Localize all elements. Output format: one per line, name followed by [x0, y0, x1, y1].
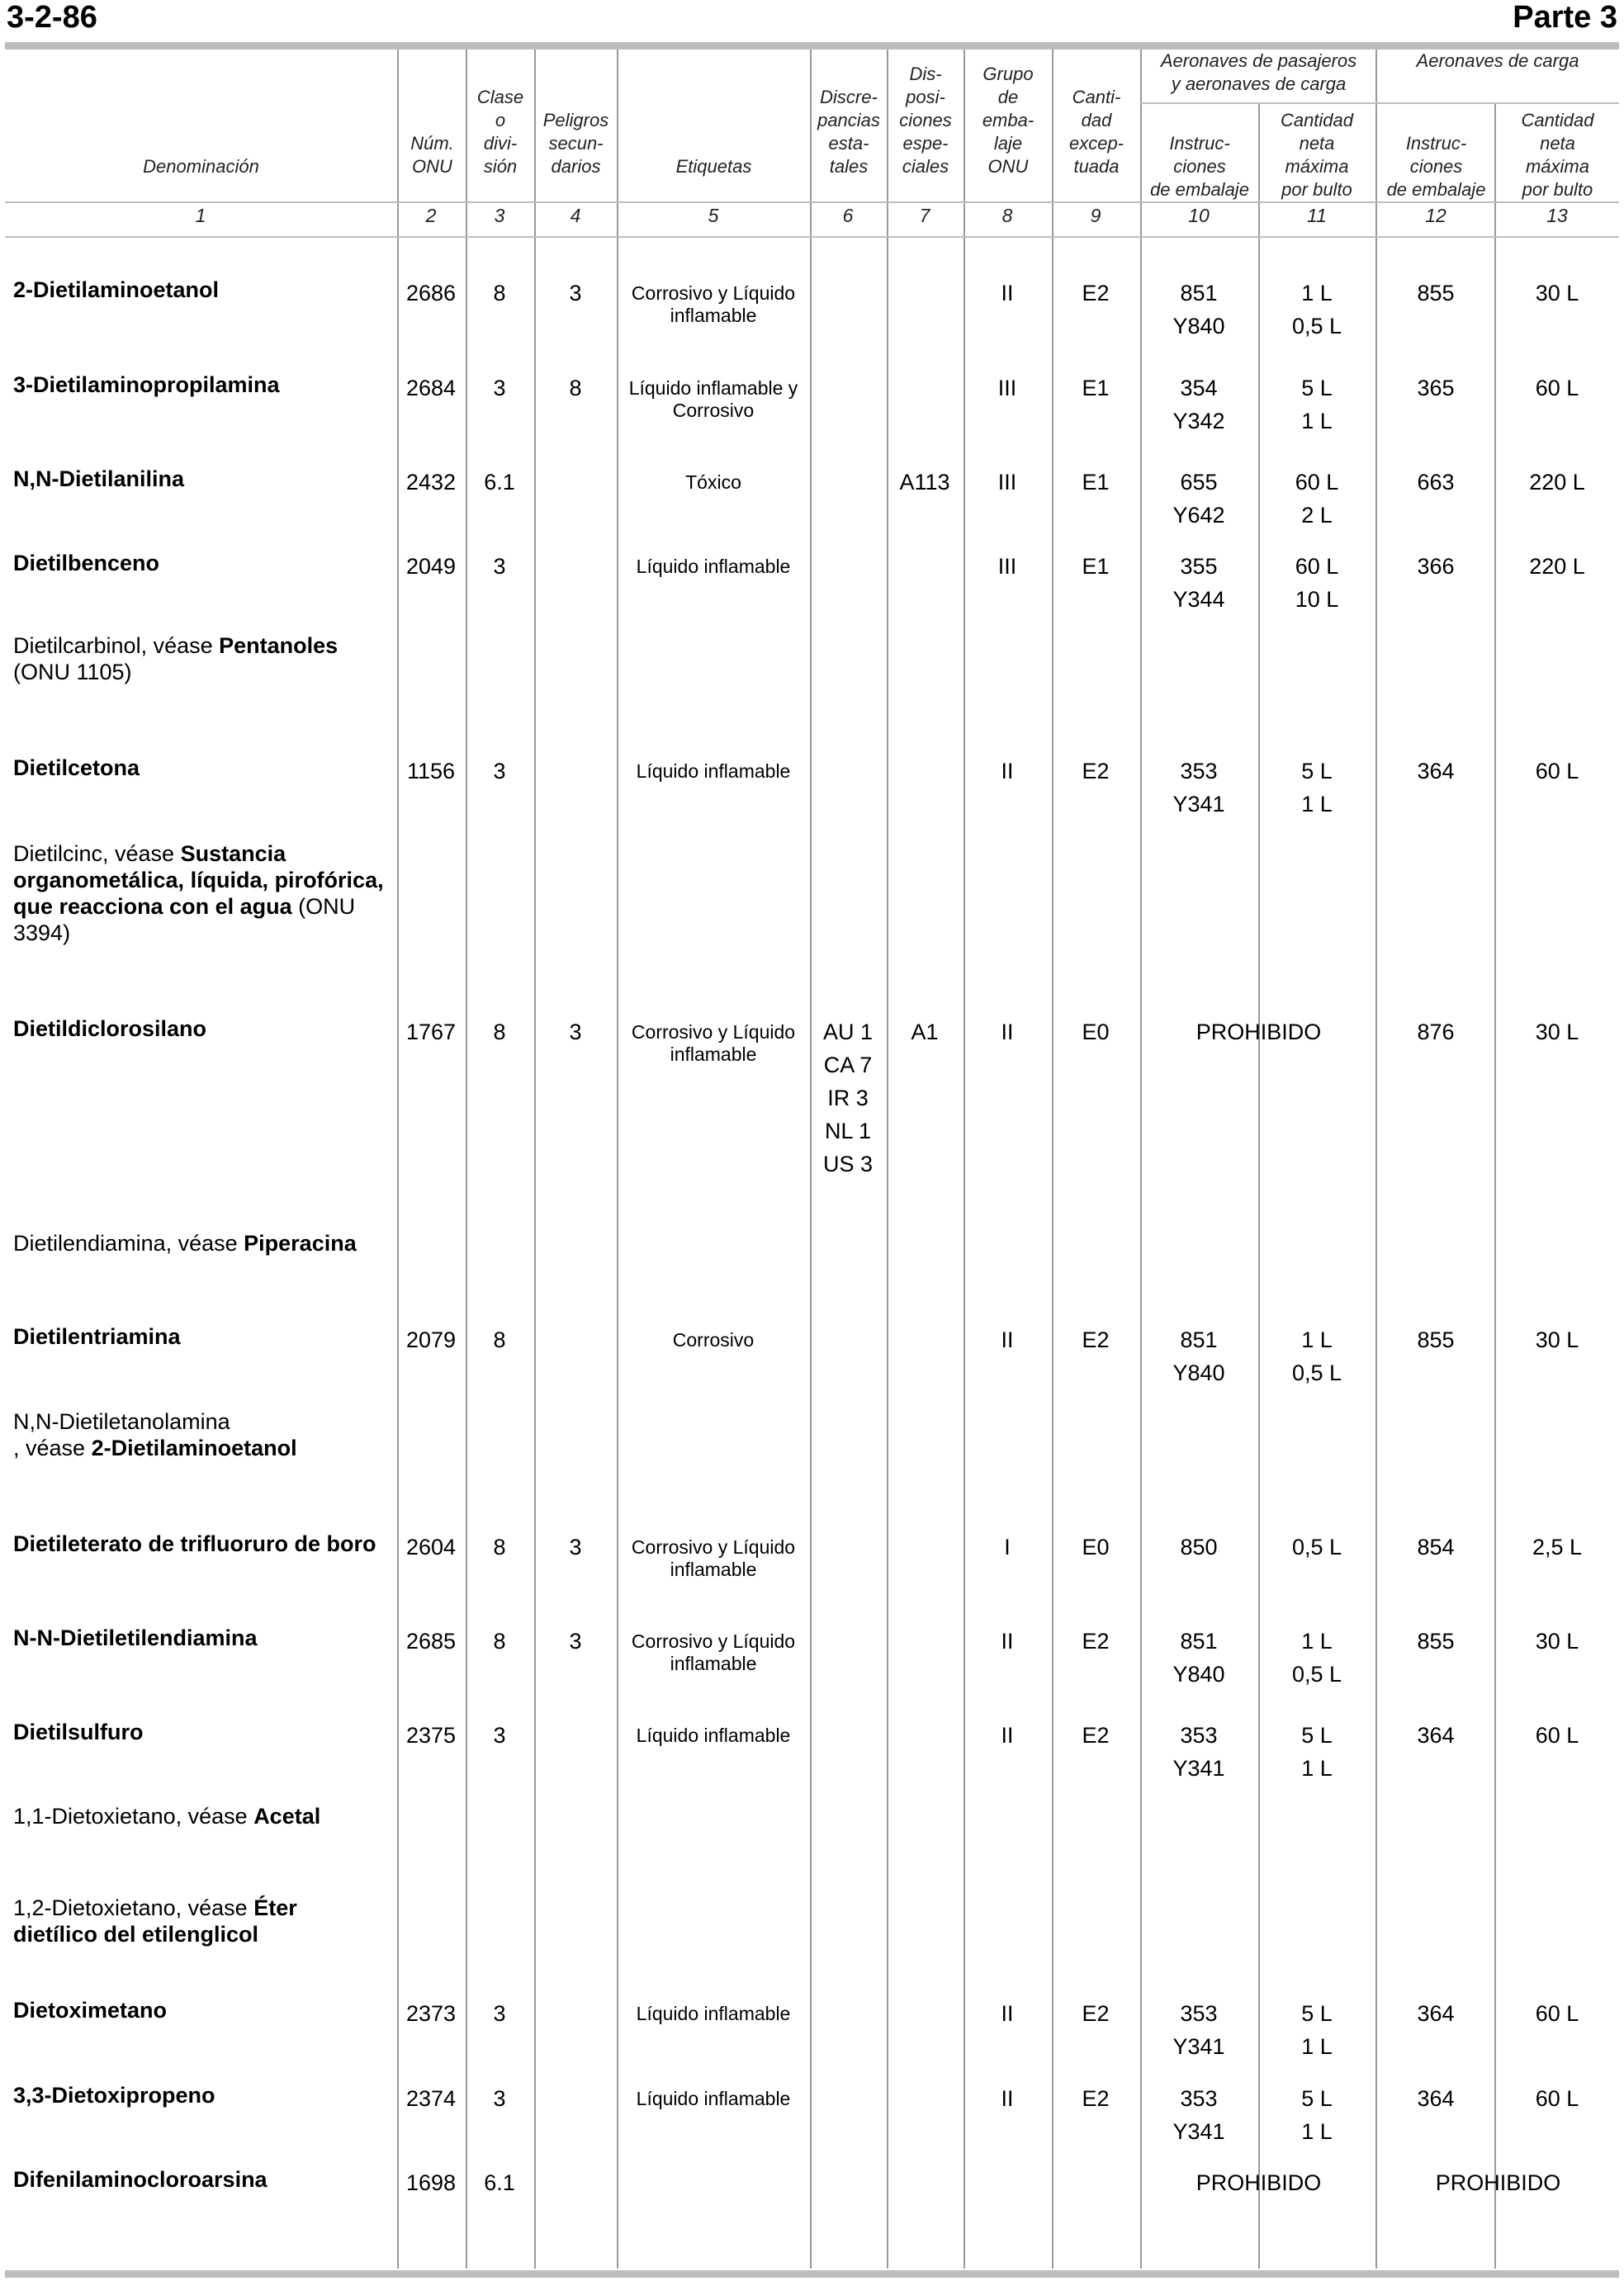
max-net-quantity-passenger: 1 L 0,5 L: [1291, 281, 1342, 338]
packing-group: II: [1001, 1327, 1014, 1352]
max-net-quantity-passenger: 1 L 0,5 L: [1291, 1327, 1342, 1385]
column-number: 1: [195, 205, 206, 226]
excepted-quantity: E2: [1082, 759, 1110, 783]
labels: Líquido inflamable: [636, 2003, 791, 2024]
un-number: 2685: [405, 1629, 457, 1654]
packing-instruction-cargo: 364: [1417, 2001, 1455, 2026]
max-net-quantity-cargo: 30 L: [1535, 281, 1579, 305]
max-net-quantity-cargo: 60 L: [1535, 1723, 1579, 1748]
substance-name: [13, 1015, 385, 1042]
max-net-quantity-cargo: 60 L: [1535, 376, 1579, 400]
un-number: 1698: [405, 2170, 457, 2195]
subsidiary-hazard: 8: [569, 376, 582, 400]
substance-name-bold: N-N-Dietiletilendiamina: [13, 1626, 258, 1650]
max-net-quantity-cargo: 2,5 L: [1532, 1535, 1583, 1559]
column-divider: [887, 50, 888, 2269]
packing-instruction-cargo: 364: [1417, 759, 1455, 783]
substance-name: [13, 2082, 385, 2108]
col-header-cantidad-carga: Cantidad neta máxima por bulto: [1521, 110, 1594, 200]
reference-tail: (ONU 3394): [13, 894, 356, 945]
max-net-quantity-cargo: 30 L: [1535, 1020, 1579, 1044]
labels: Tóxico: [685, 471, 741, 493]
substance-name-bold: Dietilsulfuro: [13, 1720, 144, 1744]
substance-name-bold: Dietilbenceno: [13, 551, 160, 575]
packing-instruction-cargo: 366: [1417, 554, 1455, 579]
column-number: 10: [1188, 205, 1210, 226]
packing-instruction-cargo: 854: [1417, 1535, 1455, 1559]
column-number-divider: [5, 236, 1619, 238]
excepted-quantity: E2: [1082, 1629, 1110, 1654]
col-header-carga-group: Aeronaves de carga: [1416, 50, 1579, 71]
un-number: 2684: [405, 376, 457, 400]
col-header-grupo: Grupo de emba- laje ONU: [982, 64, 1035, 177]
col-header-instrucciones-pasajeros: Instruc- ciones de embalaje: [1150, 133, 1249, 200]
max-net-quantity-passenger: 5 L 1 L: [1301, 1723, 1333, 1781]
hazard-class: 8: [493, 1535, 506, 1559]
excepted-quantity: E2: [1082, 2001, 1110, 2026]
subsidiary-hazard: 3: [569, 1535, 582, 1559]
column-number: 11: [1307, 205, 1327, 226]
substance-name-bold: 3,3-Dietoxipropeno: [13, 2083, 215, 2108]
substance-name: [13, 466, 385, 492]
hazard-class: 3: [493, 2001, 506, 2026]
packing-instruction-passenger: 850: [1180, 1535, 1218, 1559]
reference-text: 1,1-Dietoxietano, véase: [13, 1804, 254, 1829]
labels: Líquido inflamable y Corrosivo: [628, 377, 798, 421]
labels: Corrosivo y Líquido inflamable: [631, 1021, 796, 1065]
packing-instruction-passenger: 353 Y341: [1172, 1723, 1225, 1781]
packing-instruction-passenger: 354 Y342: [1172, 376, 1225, 433]
forbidden-passenger: PROHIBIDO: [1196, 1020, 1322, 1044]
reference-text: Dietilcarbinol, véase: [13, 633, 220, 658]
substance-name: [13, 1230, 385, 1256]
column-number: 9: [1090, 205, 1101, 226]
substance-name-bold: 2-Dietilaminoetanol: [13, 277, 220, 302]
packing-group: II: [1001, 2001, 1014, 2026]
substance-name: [13, 755, 385, 781]
col-header-discrepancias: Discre- pancias esta- tales: [817, 87, 880, 177]
un-number: 2432: [405, 470, 457, 495]
column-number: 13: [1546, 205, 1568, 226]
forbidden-cargo: PROHIBIDO: [1435, 2170, 1561, 2195]
excepted-quantity: E1: [1082, 554, 1110, 579]
state-variations: AU 1 CA 7 IR 3 NL 1 US 3: [822, 1020, 874, 1176]
packing-instruction-cargo: 855: [1417, 281, 1455, 305]
col-header-pasajeros-group: Aeronaves de pasajeros y aeronaves de carga: [1160, 50, 1357, 94]
packing-group: I: [1004, 1535, 1011, 1559]
packing-group: III: [997, 554, 1017, 579]
labels: Corrosivo y Líquido inflamable: [631, 1630, 796, 1674]
packing-group: II: [1001, 281, 1014, 305]
reference-target: Acetal: [253, 1804, 321, 1829]
hazard-class: 3: [493, 554, 506, 579]
col-header-etiquetas: Etiquetas: [675, 156, 752, 177]
col-header-denominacion: Denominación: [143, 156, 259, 177]
column-number: 4: [570, 205, 581, 226]
excepted-quantity: E2: [1082, 2086, 1110, 2111]
col-header-peligros: Peligros secun- darios: [542, 110, 609, 177]
packing-instruction-passenger: 851 Y840: [1172, 281, 1225, 338]
max-net-quantity-passenger: 60 L 10 L: [1295, 554, 1339, 612]
substance-name-bold: Dietildiclorosilano: [13, 1016, 207, 1041]
substance-name-bold: Difenilaminocloroarsina: [13, 2167, 268, 2192]
packing-instruction-cargo: 876: [1417, 1020, 1455, 1044]
reference-target: Piperacina: [244, 1231, 357, 1256]
packing-instruction-passenger: 655 Y642: [1172, 470, 1225, 528]
un-number: 2375: [405, 1723, 457, 1748]
substance-name: [13, 1803, 385, 1829]
excepted-quantity: E2: [1082, 1327, 1110, 1352]
reference-text: Dietilcinc, véase: [13, 841, 181, 866]
column-number: 6: [842, 205, 854, 226]
column-number: 7: [919, 205, 930, 226]
hazard-class: 3: [493, 2086, 506, 2111]
packing-group: II: [1001, 2086, 1014, 2111]
reference-text: N,N-Dietiletanolamina , véase: [13, 1409, 230, 1460]
packing-group: II: [1001, 1723, 1014, 1748]
un-number: 2079: [405, 1327, 457, 1352]
packing-instruction-passenger: 353 Y341: [1172, 759, 1225, 816]
labels: Líquido inflamable: [636, 556, 791, 577]
hazard-class: 3: [493, 759, 506, 783]
labels: Corrosivo y Líquido inflamable: [631, 1536, 796, 1580]
packing-group: II: [1001, 1629, 1014, 1654]
special-provisions: A1: [911, 1020, 939, 1044]
substance-name: [13, 632, 385, 685]
packing-instruction-cargo: 364: [1417, 1723, 1455, 1748]
col-header-clase: Clase o divi- sión: [476, 87, 524, 177]
subsidiary-hazard: 3: [569, 1629, 582, 1654]
reference-text: Dietilendiamina, véase: [13, 1231, 244, 1256]
column-number: 8: [1001, 205, 1013, 226]
substance-name: [13, 277, 385, 303]
un-number: 1156: [406, 759, 456, 783]
column-number: 5: [708, 205, 719, 226]
packing-group: II: [1001, 1020, 1014, 1044]
bottom-rule: [5, 2270, 1619, 2278]
un-number: 2049: [405, 554, 457, 579]
max-net-quantity-passenger: 5 L 1 L: [1301, 2001, 1333, 2059]
excepted-quantity: E2: [1082, 281, 1110, 305]
packing-instruction-passenger: 851 Y840: [1172, 1629, 1225, 1687]
substance-name-bold: Dietoximetano: [13, 1998, 168, 2023]
subsidiary-hazard: 3: [569, 1020, 582, 1044]
excepted-quantity: E1: [1082, 376, 1110, 400]
max-net-quantity-cargo: 60 L: [1535, 759, 1579, 783]
packing-instruction-cargo: 663: [1417, 470, 1455, 495]
excepted-quantity: E0: [1082, 1020, 1110, 1044]
max-net-quantity-passenger: 60 L 2 L: [1295, 470, 1339, 528]
header-group-divider: [1140, 102, 1619, 104]
substance-name: [13, 1531, 385, 1557]
un-number: 2604: [405, 1535, 457, 1559]
column-divider: [1494, 104, 1496, 2269]
subsidiary-hazard: 3: [569, 281, 582, 305]
column-number: 12: [1425, 205, 1446, 226]
substance-name-bold: Dietilcetona: [13, 755, 140, 780]
substance-name: [13, 840, 385, 946]
col-header-cantidad-pasajeros: Cantidad neta máxima por bulto: [1280, 110, 1354, 200]
packing-group: III: [997, 376, 1017, 400]
hazard-class: 8: [493, 1020, 506, 1044]
col-header-num-onu: Núm. ONU: [410, 133, 454, 177]
labels: Líquido inflamable: [636, 2088, 791, 2109]
hazard-class: 8: [493, 281, 506, 305]
substance-name-bold: Dietileterato de trifluoruro de boro: [13, 1531, 376, 1556]
substance-name-bold: N,N-Dietilanilina: [13, 466, 185, 491]
hazard-class: 6.1: [484, 470, 515, 495]
substance-name: [13, 1719, 385, 1745]
max-net-quantity-cargo: 30 L: [1535, 1629, 1579, 1654]
substance-name: [13, 1895, 385, 1947]
labels: Corrosivo: [672, 1329, 755, 1351]
page-header: [0, 0, 1624, 41]
max-net-quantity-passenger: 1 L 0,5 L: [1291, 1629, 1342, 1687]
top-rule: [5, 42, 1619, 50]
header-divider: [5, 201, 1619, 203]
substance-name: [13, 2166, 385, 2193]
col-header-cantidad-exceptuada: Canti- dad excep- tuada: [1068, 87, 1124, 177]
reference-target: 2-Dietilaminoetanol: [91, 1436, 297, 1460]
part-title: Parte 3: [1513, 0, 1617, 35]
max-net-quantity-cargo: 60 L: [1535, 2086, 1579, 2111]
substance-name: [13, 1625, 385, 1651]
substance-name-bold: Dietilentriamina: [13, 1324, 181, 1349]
hazard-class: 8: [493, 1629, 506, 1654]
packing-instruction-passenger: 353 Y341: [1172, 2086, 1225, 2144]
max-net-quantity-passenger: 5 L 1 L: [1301, 759, 1333, 816]
max-net-quantity-cargo: 60 L: [1535, 2001, 1579, 2026]
max-net-quantity-passenger: 5 L 1 L: [1301, 2086, 1333, 2144]
un-number: 2373: [405, 2001, 457, 2026]
substance-name: [13, 1323, 385, 1350]
col-header-instrucciones-carga: Instruc- ciones de embalaje: [1386, 133, 1486, 200]
substance-name: [13, 550, 385, 576]
packing-instruction-cargo: 855: [1417, 1629, 1455, 1654]
substance-name: [13, 1408, 385, 1461]
max-net-quantity-cargo: 30 L: [1535, 1327, 1579, 1352]
hazard-class: 6.1: [484, 2170, 515, 2195]
column-number: 2: [425, 205, 437, 226]
hazard-class: 8: [493, 1327, 506, 1352]
excepted-quantity: E0: [1082, 1535, 1110, 1559]
substance-name: [13, 1997, 385, 2023]
packing-instruction-passenger: 851 Y840: [1172, 1327, 1225, 1385]
special-provisions: A113: [899, 470, 950, 495]
max-net-quantity-cargo: 220 L: [1529, 470, 1585, 495]
labels: Líquido inflamable: [636, 760, 791, 782]
column-divider: [1375, 50, 1377, 2269]
max-net-quantity-passenger: 5 L 1 L: [1301, 376, 1333, 433]
packing-instruction-passenger: 355 Y344: [1172, 554, 1225, 612]
column-number: 3: [494, 205, 505, 226]
max-net-quantity-passenger: 0,5 L: [1291, 1535, 1342, 1559]
hazard-class: 3: [493, 376, 506, 400]
excepted-quantity: E2: [1082, 1723, 1110, 1748]
reference-target: Éter dietílico del etilenglicol: [13, 1895, 297, 1947]
labels: Líquido inflamable: [636, 1725, 791, 1746]
reference-text: 1,2-Dietoxietano, véase: [13, 1895, 254, 1920]
forbidden-passenger: PROHIBIDO: [1196, 2170, 1322, 2195]
un-number: 2686: [405, 281, 457, 305]
col-header-disposiciones: Dis- posi- ciones espe- ciales: [899, 64, 952, 177]
reference-target: Pentanoles: [219, 633, 339, 658]
packing-group: III: [997, 470, 1017, 495]
un-number: 2374: [405, 2086, 457, 2111]
packing-instruction-cargo: 364: [1417, 2086, 1455, 2111]
packing-instruction-cargo: 855: [1417, 1327, 1455, 1352]
hazard-class: 3: [493, 1723, 506, 1748]
page-number: 3-2-86: [7, 0, 97, 35]
un-number: 1767: [405, 1020, 457, 1044]
max-net-quantity-cargo: 220 L: [1529, 554, 1585, 579]
substance-name: [13, 371, 385, 398]
labels: Corrosivo y Líquido inflamable: [631, 282, 796, 326]
packing-instruction-cargo: 365: [1417, 376, 1455, 400]
excepted-quantity: E1: [1082, 470, 1110, 495]
packing-group: II: [1001, 759, 1014, 783]
substance-name-bold: 3-Dietilaminopropilamina: [13, 372, 280, 397]
reference-target: Sustancia organometálica, líquida, pirofórica, que reacciona con el agua: [13, 841, 384, 919]
reference-tail: (ONU 1105): [13, 660, 132, 684]
packing-instruction-passenger: 353 Y341: [1172, 2001, 1225, 2059]
